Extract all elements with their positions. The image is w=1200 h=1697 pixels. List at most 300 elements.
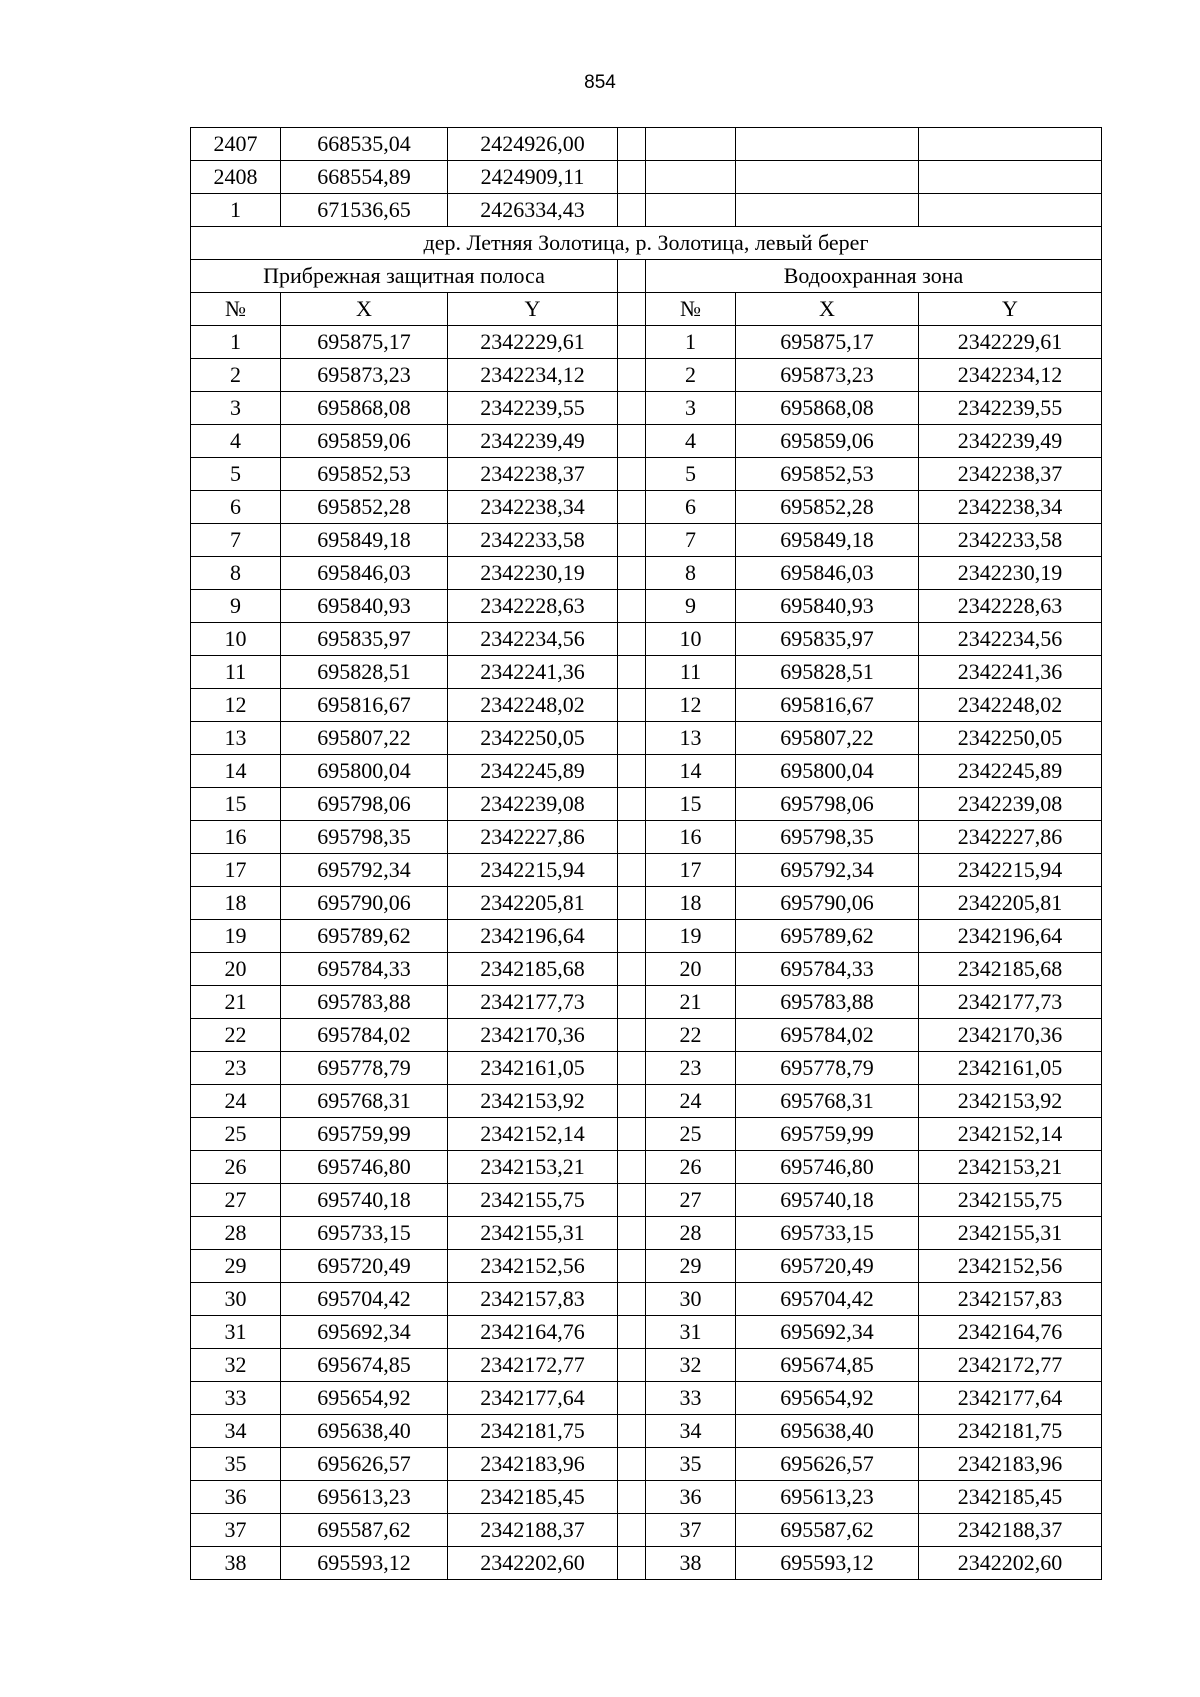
- table-row: [191, 1019, 1102, 1052]
- x-coordinate-cell: 695778,79: [281, 1052, 448, 1085]
- x-coordinate-cell: 695852,28: [736, 491, 919, 524]
- section-title: дер. Летняя Золотица, р. Золотица, левый берег: [191, 227, 1102, 260]
- table-row: [191, 1547, 1102, 1580]
- x-coordinate-cell: 695783,88: [281, 986, 448, 1019]
- gap-cell: [618, 557, 646, 590]
- y-coordinate-cell: 2342170,36: [448, 1019, 618, 1052]
- point-number-cell: 6: [646, 491, 736, 524]
- top-row: [191, 194, 1102, 227]
- x-coordinate-cell: 695768,31: [736, 1085, 919, 1118]
- gap-cell: [618, 887, 646, 920]
- y-coordinate-cell: 2342230,19: [448, 557, 618, 590]
- point-number-cell: 37: [646, 1514, 736, 1547]
- y-coordinate-cell: 2342228,63: [448, 590, 618, 623]
- y-coordinate-cell: 2342183,96: [919, 1448, 1102, 1481]
- x-coordinate-cell: 695792,34: [736, 854, 919, 887]
- table-row: [191, 590, 1102, 623]
- y-column-header: Y: [448, 293, 618, 326]
- y-coordinate-cell: 2342229,61: [919, 326, 1102, 359]
- point-number-cell: 36: [191, 1481, 281, 1514]
- point-number-cell: 8: [191, 557, 281, 590]
- x-coordinate-cell: 695798,35: [736, 821, 919, 854]
- x-coordinate-cell: 695593,12: [281, 1547, 448, 1580]
- y-coordinate-cell: 2342161,05: [919, 1052, 1102, 1085]
- coordinates-table-body: [191, 128, 1102, 1580]
- empty-cell: [919, 128, 1102, 161]
- y-coordinate-cell: 2342152,56: [919, 1250, 1102, 1283]
- table-row: [191, 1448, 1102, 1481]
- point-number-cell: 2: [191, 359, 281, 392]
- table-row: [191, 1415, 1102, 1448]
- number-column-header: №: [646, 293, 736, 326]
- point-number-cell: 19: [191, 920, 281, 953]
- point-number-cell: 3: [191, 392, 281, 425]
- gap-cell: [618, 458, 646, 491]
- x-coordinate-cell: 695789,62: [281, 920, 448, 953]
- x-coordinate-cell: 695873,23: [281, 359, 448, 392]
- y-coordinate-cell: 2342229,61: [448, 326, 618, 359]
- y-coordinate-cell: 2424909,11: [448, 161, 618, 194]
- point-number-cell: 2407: [191, 128, 281, 161]
- y-coordinate-cell: 2342177,73: [448, 986, 618, 1019]
- column-header-row: [191, 293, 1102, 326]
- point-number-cell: 16: [191, 821, 281, 854]
- y-coordinate-cell: 2342215,94: [919, 854, 1102, 887]
- gap-cell: [618, 821, 646, 854]
- gap-cell: [618, 1085, 646, 1118]
- empty-cell: [646, 194, 736, 227]
- gap-cell: [618, 1118, 646, 1151]
- x-coordinate-cell: 695835,97: [281, 623, 448, 656]
- table-row: [191, 887, 1102, 920]
- x-coordinate-cell: 695593,12: [736, 1547, 919, 1580]
- point-number-cell: 35: [191, 1448, 281, 1481]
- gap-cell: [618, 491, 646, 524]
- x-coordinate-cell: 695859,06: [281, 425, 448, 458]
- point-number-cell: 38: [191, 1547, 281, 1580]
- gap-cell: [618, 293, 646, 326]
- gap-cell: [618, 161, 646, 194]
- point-number-cell: 36: [646, 1481, 736, 1514]
- y-coordinate-cell: 2342155,31: [448, 1217, 618, 1250]
- point-number-cell: 18: [191, 887, 281, 920]
- point-number-cell: 25: [191, 1118, 281, 1151]
- y-coordinate-cell: 2342233,58: [919, 524, 1102, 557]
- point-number-cell: 38: [646, 1547, 736, 1580]
- point-number-cell: 33: [646, 1382, 736, 1415]
- y-coordinate-cell: 2342239,49: [919, 425, 1102, 458]
- x-coordinate-cell: 695852,53: [736, 458, 919, 491]
- gap-cell: [618, 656, 646, 689]
- point-number-cell: 19: [646, 920, 736, 953]
- empty-cell: [646, 161, 736, 194]
- table-row: [191, 821, 1102, 854]
- table-row: [191, 1151, 1102, 1184]
- y-coordinate-cell: 2342155,31: [919, 1217, 1102, 1250]
- x-coordinate-cell: 695790,06: [736, 887, 919, 920]
- gap-cell: [618, 359, 646, 392]
- y-coordinate-cell: 2342205,81: [919, 887, 1102, 920]
- x-coordinate-cell: 695654,92: [281, 1382, 448, 1415]
- x-coordinate-cell: 695692,34: [736, 1316, 919, 1349]
- table-row: [191, 326, 1102, 359]
- x-coordinate-cell: 695852,28: [281, 491, 448, 524]
- table-row: [191, 920, 1102, 953]
- x-coordinate-cell: 695807,22: [281, 722, 448, 755]
- y-coordinate-cell: 2342234,12: [448, 359, 618, 392]
- y-coordinate-cell: 2342250,05: [919, 722, 1102, 755]
- x-coordinate-cell: 695740,18: [736, 1184, 919, 1217]
- x-coordinate-cell: 695587,62: [736, 1514, 919, 1547]
- x-coordinate-cell: 695613,23: [736, 1481, 919, 1514]
- y-coordinate-cell: 2342152,14: [919, 1118, 1102, 1151]
- point-number-cell: 6: [191, 491, 281, 524]
- table-row: [191, 1217, 1102, 1250]
- point-number-cell: 1: [191, 194, 281, 227]
- x-coordinate-cell: 695587,62: [281, 1514, 448, 1547]
- table-row: [191, 689, 1102, 722]
- gap-cell: [618, 689, 646, 722]
- table-row: [191, 656, 1102, 689]
- x-coordinate-cell: 695768,31: [281, 1085, 448, 1118]
- x-coordinate-cell: 695798,06: [736, 788, 919, 821]
- y-coordinate-cell: 2342177,73: [919, 986, 1102, 1019]
- table-row: [191, 1052, 1102, 1085]
- point-number-cell: 13: [191, 722, 281, 755]
- point-number-cell: 9: [646, 590, 736, 623]
- y-coordinate-cell: 2342241,36: [919, 656, 1102, 689]
- table-row: [191, 1085, 1102, 1118]
- y-coordinate-cell: 2342241,36: [448, 656, 618, 689]
- x-coordinate-cell: 695852,53: [281, 458, 448, 491]
- point-number-cell: 17: [646, 854, 736, 887]
- point-number-cell: 11: [191, 656, 281, 689]
- point-number-cell: 14: [191, 755, 281, 788]
- left-group-title: Прибрежная защитная полоса: [191, 260, 618, 293]
- y-coordinate-cell: 2342205,81: [448, 887, 618, 920]
- y-coordinate-cell: 2342185,45: [448, 1481, 618, 1514]
- y-coordinate-cell: 2342239,08: [448, 788, 618, 821]
- gap-cell: [618, 1415, 646, 1448]
- point-number-cell: 16: [646, 821, 736, 854]
- x-coordinate-cell: 695798,06: [281, 788, 448, 821]
- y-coordinate-cell: 2342157,83: [448, 1283, 618, 1316]
- x-coordinate-cell: 695638,40: [736, 1415, 919, 1448]
- y-coordinate-cell: 2342161,05: [448, 1052, 618, 1085]
- x-coordinate-cell: 695816,67: [736, 689, 919, 722]
- group-title-row: [191, 260, 1102, 293]
- point-number-cell: 7: [646, 524, 736, 557]
- point-number-cell: 30: [191, 1283, 281, 1316]
- x-coordinate-cell: 695840,93: [736, 590, 919, 623]
- point-number-cell: 18: [646, 887, 736, 920]
- y-coordinate-cell: 2342152,56: [448, 1250, 618, 1283]
- table-row: [191, 425, 1102, 458]
- section-title-row: [191, 227, 1102, 260]
- y-coordinate-cell: 2342185,45: [919, 1481, 1102, 1514]
- x-coordinate-cell: 695798,35: [281, 821, 448, 854]
- point-number-cell: 26: [646, 1151, 736, 1184]
- point-number-cell: 8: [646, 557, 736, 590]
- gap-cell: [618, 392, 646, 425]
- table-row: [191, 755, 1102, 788]
- point-number-cell: 11: [646, 656, 736, 689]
- y-coordinate-cell: 2342245,89: [448, 755, 618, 788]
- table-row: [191, 1481, 1102, 1514]
- point-number-cell: 23: [646, 1052, 736, 1085]
- y-coordinate-cell: 2342177,64: [448, 1382, 618, 1415]
- point-number-cell: 28: [191, 1217, 281, 1250]
- table-row: [191, 623, 1102, 656]
- point-number-cell: 5: [191, 458, 281, 491]
- y-coordinate-cell: 2342188,37: [919, 1514, 1102, 1547]
- point-number-cell: 24: [191, 1085, 281, 1118]
- table-row: [191, 722, 1102, 755]
- gap-cell: [618, 920, 646, 953]
- x-coordinate-cell: 695784,02: [736, 1019, 919, 1052]
- y-coordinate-cell: 2342227,86: [448, 821, 618, 854]
- table-row: [191, 986, 1102, 1019]
- point-number-cell: 9: [191, 590, 281, 623]
- y-coordinate-cell: 2342234,56: [919, 623, 1102, 656]
- point-number-cell: 17: [191, 854, 281, 887]
- gap-cell: [618, 1349, 646, 1382]
- gap-cell: [618, 986, 646, 1019]
- y-coordinate-cell: 2342248,02: [448, 689, 618, 722]
- x-coordinate-cell: 695800,04: [281, 755, 448, 788]
- x-coordinate-cell: 695746,80: [736, 1151, 919, 1184]
- x-coordinate-cell: 695720,49: [736, 1250, 919, 1283]
- gap-cell: [618, 1481, 646, 1514]
- point-number-cell: 3: [646, 392, 736, 425]
- y-coordinate-cell: 2342234,12: [919, 359, 1102, 392]
- point-number-cell: 20: [191, 953, 281, 986]
- point-number-cell: 27: [191, 1184, 281, 1217]
- y-coordinate-cell: 2342172,77: [448, 1349, 618, 1382]
- point-number-cell: 20: [646, 953, 736, 986]
- point-number-cell: 24: [646, 1085, 736, 1118]
- table-row: [191, 1184, 1102, 1217]
- x-coordinate-cell: 695789,62: [736, 920, 919, 953]
- x-coordinate-cell: 695674,85: [736, 1349, 919, 1382]
- y-coordinate-cell: 2342164,76: [919, 1316, 1102, 1349]
- x-coordinate-cell: 695733,15: [736, 1217, 919, 1250]
- gap-cell: [618, 1250, 646, 1283]
- gap-cell: [618, 1547, 646, 1580]
- x-coordinate-cell: 668554,89: [281, 161, 448, 194]
- empty-cell: [736, 161, 919, 194]
- y-coordinate-cell: 2342155,75: [448, 1184, 618, 1217]
- point-number-cell: 14: [646, 755, 736, 788]
- x-coordinate-cell: 695704,42: [736, 1283, 919, 1316]
- y-coordinate-cell: 2342239,08: [919, 788, 1102, 821]
- point-number-cell: 30: [646, 1283, 736, 1316]
- y-coordinate-cell: 2342185,68: [448, 953, 618, 986]
- x-coordinate-cell: 695626,57: [736, 1448, 919, 1481]
- x-coordinate-cell: 695733,15: [281, 1217, 448, 1250]
- page-number: 854: [584, 72, 616, 93]
- point-number-cell: 2408: [191, 161, 281, 194]
- x-coordinate-cell: 695868,08: [736, 392, 919, 425]
- y-coordinate-cell: 2342230,19: [919, 557, 1102, 590]
- gap-cell: [618, 1184, 646, 1217]
- x-coordinate-cell: 695783,88: [736, 986, 919, 1019]
- empty-cell: [646, 128, 736, 161]
- point-number-cell: 12: [646, 689, 736, 722]
- x-coordinate-cell: 695638,40: [281, 1415, 448, 1448]
- table-row: [191, 1382, 1102, 1415]
- x-coordinate-cell: 695613,23: [281, 1481, 448, 1514]
- right-group-title: Водоохранная зона: [646, 260, 1102, 293]
- x-coordinate-cell: 695840,93: [281, 590, 448, 623]
- y-coordinate-cell: 2342152,14: [448, 1118, 618, 1151]
- x-coordinate-cell: 695846,03: [736, 557, 919, 590]
- y-coordinate-cell: 2342248,02: [919, 689, 1102, 722]
- point-number-cell: 21: [191, 986, 281, 1019]
- y-coordinate-cell: 2426334,43: [448, 194, 618, 227]
- point-number-cell: 26: [191, 1151, 281, 1184]
- gap-cell: [618, 788, 646, 821]
- x-coordinate-cell: 695828,51: [736, 656, 919, 689]
- y-coordinate-cell: 2342239,55: [448, 392, 618, 425]
- y-coordinate-cell: 2342153,92: [919, 1085, 1102, 1118]
- y-coordinate-cell: 2342245,89: [919, 755, 1102, 788]
- x-coordinate-cell: 695784,33: [736, 953, 919, 986]
- gap-cell: [618, 194, 646, 227]
- point-number-cell: 13: [646, 722, 736, 755]
- y-coordinate-cell: 2342170,36: [919, 1019, 1102, 1052]
- empty-cell: [919, 194, 1102, 227]
- y-coordinate-cell: 2342153,92: [448, 1085, 618, 1118]
- y-coordinate-cell: 2342164,76: [448, 1316, 618, 1349]
- x-coordinate-cell: 668535,04: [281, 128, 448, 161]
- x-coordinate-cell: 695868,08: [281, 392, 448, 425]
- x-coordinate-cell: 695846,03: [281, 557, 448, 590]
- x-coordinate-cell: 695626,57: [281, 1448, 448, 1481]
- y-coordinate-cell: 2342227,86: [919, 821, 1102, 854]
- point-number-cell: 22: [646, 1019, 736, 1052]
- table-row: [191, 1514, 1102, 1547]
- point-number-cell: 33: [191, 1382, 281, 1415]
- point-number-cell: 1: [646, 326, 736, 359]
- y-coordinate-cell: 2342177,64: [919, 1382, 1102, 1415]
- top-row: [191, 161, 1102, 194]
- point-number-cell: 27: [646, 1184, 736, 1217]
- empty-cell: [919, 161, 1102, 194]
- y-coordinate-cell: 2342153,21: [448, 1151, 618, 1184]
- x-coordinate-cell: 695835,97: [736, 623, 919, 656]
- point-number-cell: 10: [191, 623, 281, 656]
- coordinates-table: [190, 127, 1102, 1580]
- y-coordinate-cell: 2342238,34: [448, 491, 618, 524]
- y-coordinate-cell: 2342215,94: [448, 854, 618, 887]
- y-coordinate-cell: 2342188,37: [448, 1514, 618, 1547]
- gap-cell: [618, 623, 646, 656]
- gap-cell: [618, 755, 646, 788]
- gap-cell: [618, 722, 646, 755]
- gap-cell: [618, 1217, 646, 1250]
- point-number-cell: 5: [646, 458, 736, 491]
- gap-cell: [618, 854, 646, 887]
- x-coordinate-cell: 695692,34: [281, 1316, 448, 1349]
- table-row: [191, 788, 1102, 821]
- point-number-cell: 31: [646, 1316, 736, 1349]
- y-coordinate-cell: 2342238,37: [448, 458, 618, 491]
- point-number-cell: 4: [191, 425, 281, 458]
- x-coordinate-cell: 695759,99: [736, 1118, 919, 1151]
- point-number-cell: 7: [191, 524, 281, 557]
- gap-cell: [618, 1151, 646, 1184]
- table-row: [191, 1118, 1102, 1151]
- x-coordinate-cell: 671536,65: [281, 194, 448, 227]
- point-number-cell: 22: [191, 1019, 281, 1052]
- y-coordinate-cell: 2342196,64: [919, 920, 1102, 953]
- y-coordinate-cell: 2342233,58: [448, 524, 618, 557]
- y-coordinate-cell: 2342183,96: [448, 1448, 618, 1481]
- table-row: [191, 1349, 1102, 1382]
- gap-cell: [618, 1382, 646, 1415]
- gap-cell: [618, 1283, 646, 1316]
- y-coordinate-cell: 2342202,60: [919, 1547, 1102, 1580]
- point-number-cell: 37: [191, 1514, 281, 1547]
- y-coordinate-cell: 2342196,64: [448, 920, 618, 953]
- point-number-cell: 32: [191, 1349, 281, 1382]
- point-number-cell: 32: [646, 1349, 736, 1382]
- y-coordinate-cell: 2342234,56: [448, 623, 618, 656]
- x-coordinate-cell: 695746,80: [281, 1151, 448, 1184]
- y-coordinate-cell: 2342181,75: [919, 1415, 1102, 1448]
- y-coordinate-cell: 2342155,75: [919, 1184, 1102, 1217]
- point-number-cell: 23: [191, 1052, 281, 1085]
- y-coordinate-cell: 2342239,55: [919, 392, 1102, 425]
- x-coordinate-cell: 695816,67: [281, 689, 448, 722]
- table-row: [191, 854, 1102, 887]
- gap-cell: [618, 1019, 646, 1052]
- x-coordinate-cell: 695875,17: [736, 326, 919, 359]
- x-coordinate-cell: 695759,99: [281, 1118, 448, 1151]
- x-coordinate-cell: 695807,22: [736, 722, 919, 755]
- x-coordinate-cell: 695792,34: [281, 854, 448, 887]
- table-row: [191, 458, 1102, 491]
- y-coordinate-cell: 2342181,75: [448, 1415, 618, 1448]
- gap-cell: [618, 524, 646, 557]
- y-coordinate-cell: 2342202,60: [448, 1547, 618, 1580]
- table-row: [191, 392, 1102, 425]
- y-coordinate-cell: 2342153,21: [919, 1151, 1102, 1184]
- point-number-cell: 10: [646, 623, 736, 656]
- table-row: [191, 524, 1102, 557]
- y-coordinate-cell: 2424926,00: [448, 128, 618, 161]
- empty-cell: [736, 194, 919, 227]
- x-coordinate-cell: 695790,06: [281, 887, 448, 920]
- gap-cell: [618, 1514, 646, 1547]
- gap-cell: [618, 1052, 646, 1085]
- x-coordinate-cell: 695740,18: [281, 1184, 448, 1217]
- x-coordinate-cell: 695875,17: [281, 326, 448, 359]
- point-number-cell: 34: [191, 1415, 281, 1448]
- y-coordinate-cell: 2342228,63: [919, 590, 1102, 623]
- gap-cell: [618, 1316, 646, 1349]
- x-coordinate-cell: 695720,49: [281, 1250, 448, 1283]
- y-coordinate-cell: 2342185,68: [919, 953, 1102, 986]
- point-number-cell: 12: [191, 689, 281, 722]
- point-number-cell: 4: [646, 425, 736, 458]
- gap-cell: [618, 260, 646, 293]
- y-coordinate-cell: 2342250,05: [448, 722, 618, 755]
- x-coordinate-cell: 695849,18: [736, 524, 919, 557]
- table-row: [191, 953, 1102, 986]
- y-coordinate-cell: 2342157,83: [919, 1283, 1102, 1316]
